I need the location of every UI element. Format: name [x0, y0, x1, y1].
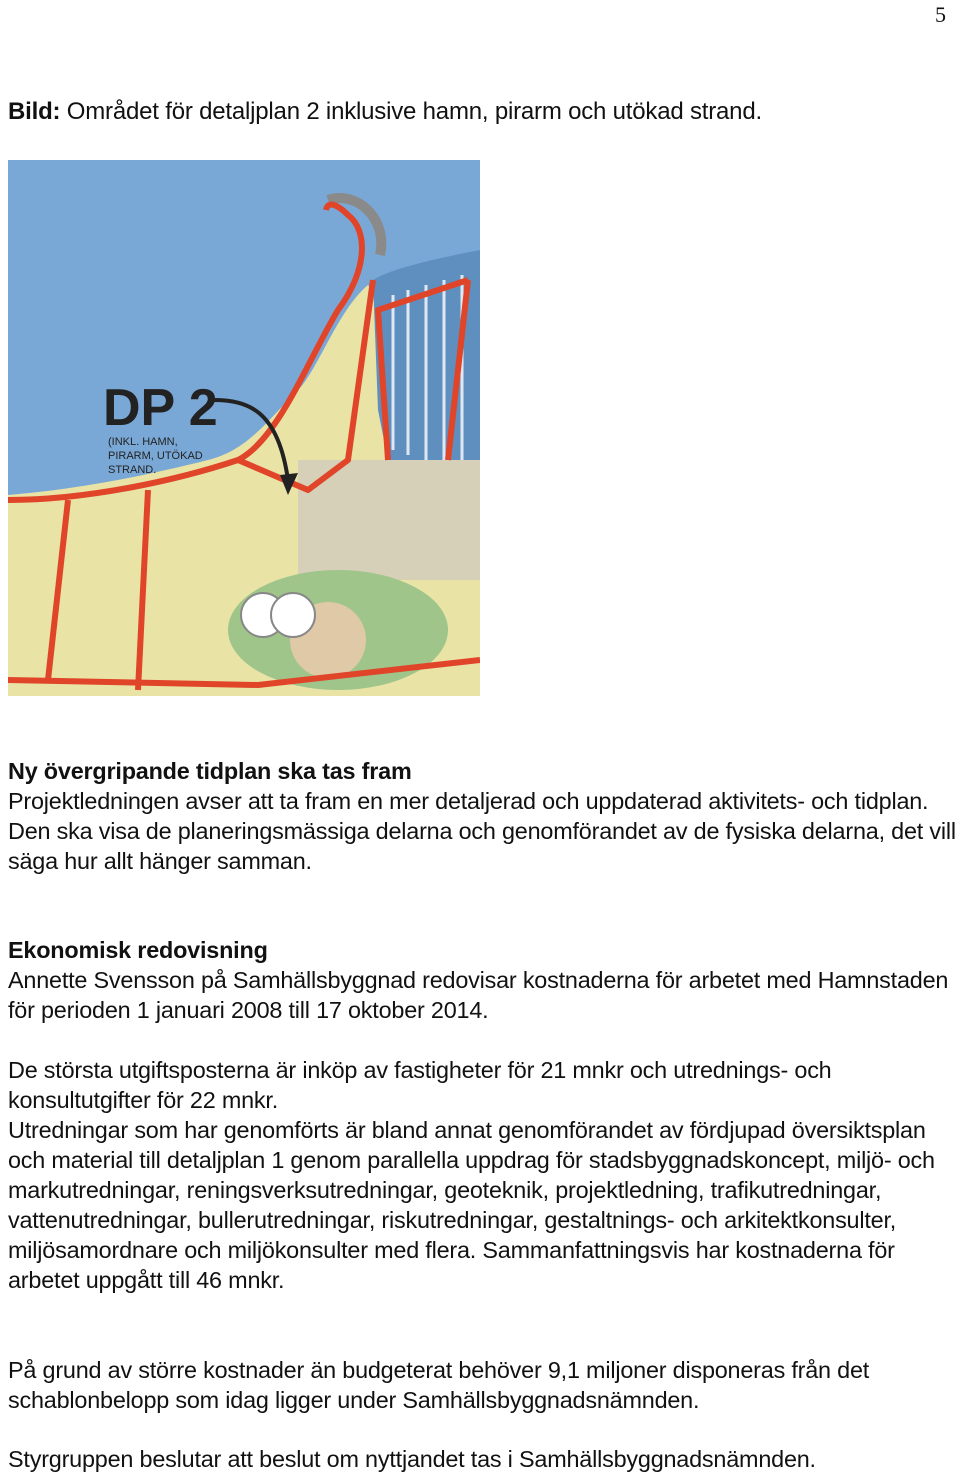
paragraph-economy-4-wrap [8, 1355, 958, 1415]
paragraph-timeline: Projektledningen avser att ta fram en mer detaljerad och uppdaterad aktivitets- och tidplan. Den ska visa de planeringsmässiga delarna och genomförandet av de fysiska delarna, det vill säga hur allt hänger samman. [8, 788, 956, 874]
image-caption [8, 98, 762, 126]
paragraph-economy-1: Annette Svensson på Samhällsbyggnad redovisar kostnaderna för arbetet med Hamnstaden för perioden 1 januari 2008 till 17 oktober 2014. [8, 967, 949, 1023]
caption-label: Bild: [8, 98, 61, 125]
paragraph-economy-2: De största utgiftsposterna är inköp av fastigheter för 21 mnkr och utrednings- och konsultutgifter för 22 mnkr. [8, 1057, 832, 1113]
paragraph-economy-4: På grund av större kostnader än budgeterat behöver 9,1 miljoner disponeras från det schablonbelopp som idag ligger under Samhällsbyggnadsnämnden. [8, 1357, 870, 1413]
section-economy [8, 935, 958, 1025]
paragraph-economy-3: Utredningar som har genomförts är bland annat genomförandet av fördjupad översiktsplan och material till detaljplan 1 genom parallella uppdrag för stadsbyggnadskoncept, miljö- och markutredningar, reningsverksutredningar, geoteknik, projektledning, trafikutredningar, vattenutredningar, bullerutredningar, riskutredningar, gestaltnings- och arkitektkonsulter, miljösamordnare och miljökonsulter med flera. Sammanfattningsvis har kostnaderna för arbetet uppgått till 46 mnkr. [8, 1117, 935, 1293]
caption-text: Området för detaljplan 2 inklusive hamn, pirarm och utökad strand. [60, 98, 762, 125]
paragraph-economy-5-wrap [8, 1444, 958, 1474]
map-label-sub-1: (INKL. HAMN, [108, 436, 178, 448]
map-label-dp2: DP 2 [103, 379, 218, 437]
map-label-sub-3: STRAND. [108, 464, 157, 476]
paragraph-economy-2-wrap [8, 1055, 958, 1295]
page-number: 5 [935, 2, 946, 27]
map-label-sub-2: PIRARM, UTÖKAD [108, 450, 203, 462]
section-timeline [8, 756, 958, 876]
detail-plan-map [8, 160, 480, 696]
heading-economy: Ekonomisk redovisning [8, 937, 268, 963]
heading-timeline: Ny övergripande tidplan ska tas fram [8, 758, 412, 784]
paragraph-economy-5: Styrgruppen beslutar att beslut om nyttjandet tas i Samhällsbyggnadsnämnden. [8, 1446, 816, 1472]
